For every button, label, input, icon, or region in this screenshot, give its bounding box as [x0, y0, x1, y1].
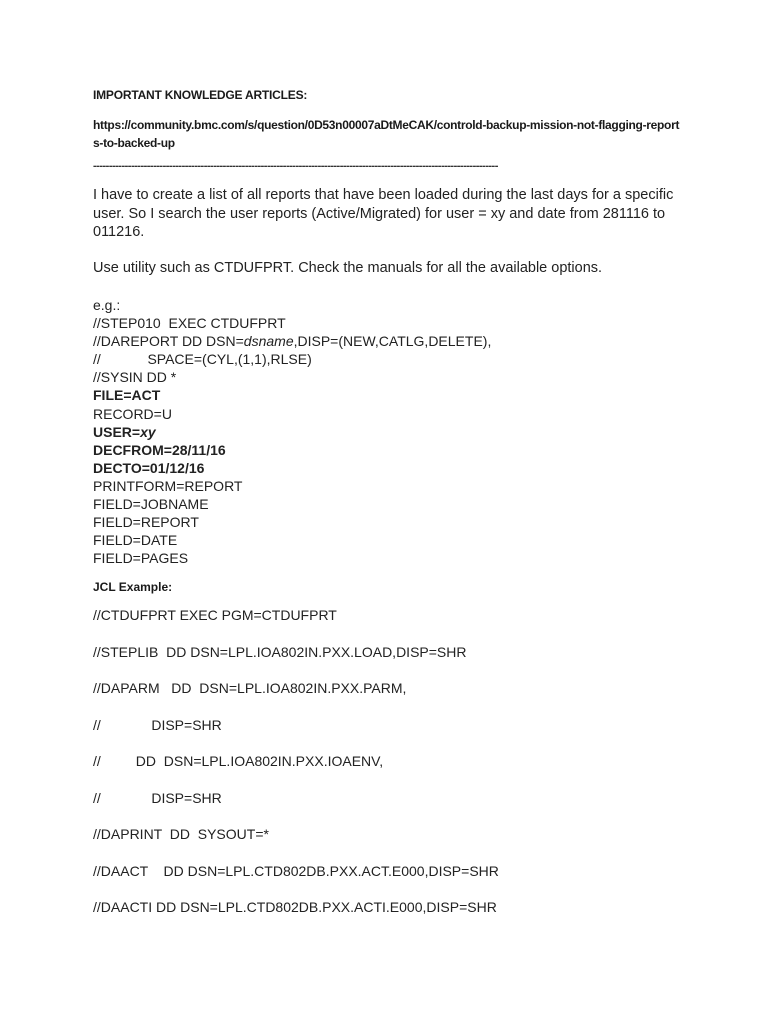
code-line-space: // SPACE=(CYL,(1,1),RLSE) — [93, 351, 312, 368]
code-line-user — [93, 423, 491, 441]
code-line-printform: PRINTFORM=REPORT — [93, 477, 243, 494]
jcl-line: //DAPRINT DD SYSOUT=* — [93, 826, 269, 842]
jcl-line: //STEPLIB DD DSN=LPL.IOA802IN.PXX.LOAD,DISP=SHR — [93, 643, 467, 660]
divider-line: -------------------------------------------------------------------------------------------------------------------------------- — [93, 160, 498, 172]
jcl-line: // DISP=SHR — [93, 789, 222, 806]
code-line-decto: DECTO=01/12/16 — [93, 459, 205, 476]
code-line-field-jobname: FIELD=JOBNAME — [93, 496, 209, 513]
jcl-line: //CTDUFPRT EXEC PGM=CTDUFPRT — [93, 607, 337, 623]
code-line-step: //STEP010 EXEC CTDUFPRT — [93, 315, 286, 332]
dareport-dsname: dsname — [243, 333, 294, 350]
jcl-example-block — [93, 606, 499, 935]
jcl-line: // DD DSN=LPL.IOA802IN.PXX.IOAENV, — [93, 753, 384, 769]
question-paragraph: I have to create a list of all reports that have been loaded during the last days for a specific user. So I search the user reports (Active/Migrated) for user = xy and date from 281116 to 011216. — [93, 187, 674, 240]
jcl-line: //DAPARM DD DSN=LPL.IOA802IN.PXX.PARM, — [93, 680, 407, 696]
code-line-file: FILE=ACT — [93, 387, 161, 404]
answer-paragraph: Use utility such as CTDUFPRT. Check the manuals for all the available options. — [93, 260, 603, 276]
user-value: xy — [140, 423, 156, 440]
jcl-example-heading: JCL Example: — [93, 580, 173, 594]
jcl-line: //DAACT DD DSN=LPL.CTD802DB.PXX.ACT.E000,DISP=SHR — [93, 862, 499, 879]
code-line-decfrom: DECFROM=28/11/16 — [93, 441, 226, 458]
section-heading: IMPORTANT KNOWLEDGE ARTICLES: — [93, 88, 308, 102]
user-prefix: USER= — [93, 423, 141, 440]
example-code-block — [93, 296, 491, 567]
jcl-line: // DISP=SHR — [93, 716, 222, 733]
code-line-field-report: FIELD=REPORT — [93, 514, 199, 531]
knowledge-article-link[interactable]: https://community.bmc.com/s/question/0D53n00007aDtMeCAK/controld-backup-mission-not-flagging-reports-to-backed-up — [93, 118, 680, 150]
jcl-line: //DAACTI DD DSN=LPL.CTD802DB.PXX.ACTI.E000,DISP=SHR — [93, 899, 497, 915]
code-line-dareport — [93, 332, 491, 350]
dareport-prefix: //DAREPORT DD DSN= — [93, 333, 244, 350]
code-line-record: RECORD=U — [93, 405, 172, 422]
code-line-field-pages: FIELD=PAGES — [93, 550, 189, 567]
dareport-suffix: ,DISP=(NEW,CATLG,DELETE), — [293, 333, 492, 350]
code-line-sysin: //SYSIN DD * — [93, 369, 177, 386]
code-line-field-date: FIELD=DATE — [93, 532, 178, 549]
code-line-eg: e.g.: — [93, 297, 121, 313]
